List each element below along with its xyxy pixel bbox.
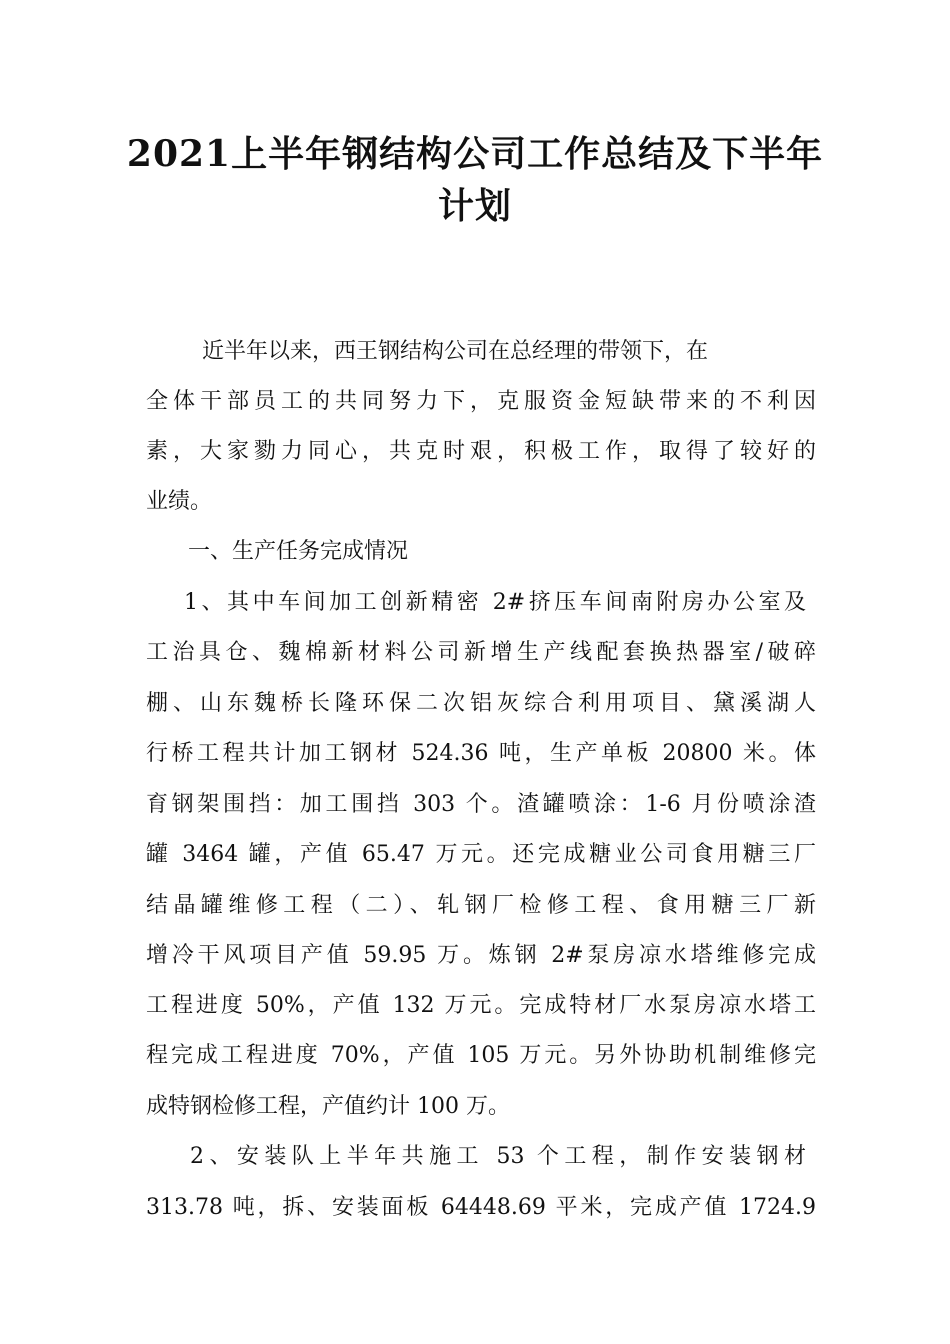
body-line-13: 增冷干风项目产值 59.95 万。炼钢 2#泵房凉水塔维修完成	[146, 943, 816, 968]
body-line-9: 行桥工程共计加工钢材 524.36 吨，生产单板 20800 米。体	[146, 741, 816, 766]
body-line-1: 近半年以来，西王钢结构公司在总经理的带领下，在	[202, 339, 709, 364]
body-line-12: 结晶罐维修工程（二）、轧钢厂检修工程、食用糖三厂新	[146, 893, 816, 918]
body-line-3: 素，大家勠力同心，共克时艰，积极工作，取得了较好的	[146, 439, 816, 464]
body-line-14: 工程进度 50%，产值 132 万元。完成特材厂水泵房凉水塔工	[146, 993, 816, 1018]
body-line-16: 成特钢检修工程，产值约计 100 万。	[146, 1094, 510, 1119]
body-line-17: 2、安装队上半年共施工 53 个工程，制作安装钢材	[190, 1144, 806, 1169]
section-heading-production: 一、生产任务完成情况	[188, 539, 409, 564]
body-line-7: 工治具仓、魏棉新材料公司新增生产线配套换热器室/破碎	[146, 640, 816, 665]
body-line-8: 棚、山东魏桥长隆环保二次铝灰综合利用项目、黛溪湖人	[146, 691, 816, 716]
body-line-4: 业绩。	[146, 489, 213, 514]
body-line-11: 罐 3464 罐，产值 65.47 万元。还完成糖业公司食用糖三厂	[146, 842, 816, 867]
body-line-6: 1、其中车间加工创新精密 2#挤压车间南附房办公室及	[184, 590, 806, 615]
document-title-line-2: 计划	[437, 185, 512, 227]
document-title-line-1: 2021上半年钢结构公司工作总结及下半年	[126, 133, 824, 175]
body-line-15: 程完成工程进度 70%，产值 105 万元。另外协助机制维修完	[146, 1043, 816, 1068]
body-line-18: 313.78 吨，拆、安装面板 64448.69 平米，完成产值 1724.9	[146, 1195, 816, 1220]
body-line-10: 育钢架围挡：加工围挡 303 个。渣罐喷涂：1-6 月份喷涂渣	[146, 792, 816, 817]
body-line-2: 全体干部员工的共同努力下，克服资金短缺带来的不利因	[146, 389, 816, 414]
